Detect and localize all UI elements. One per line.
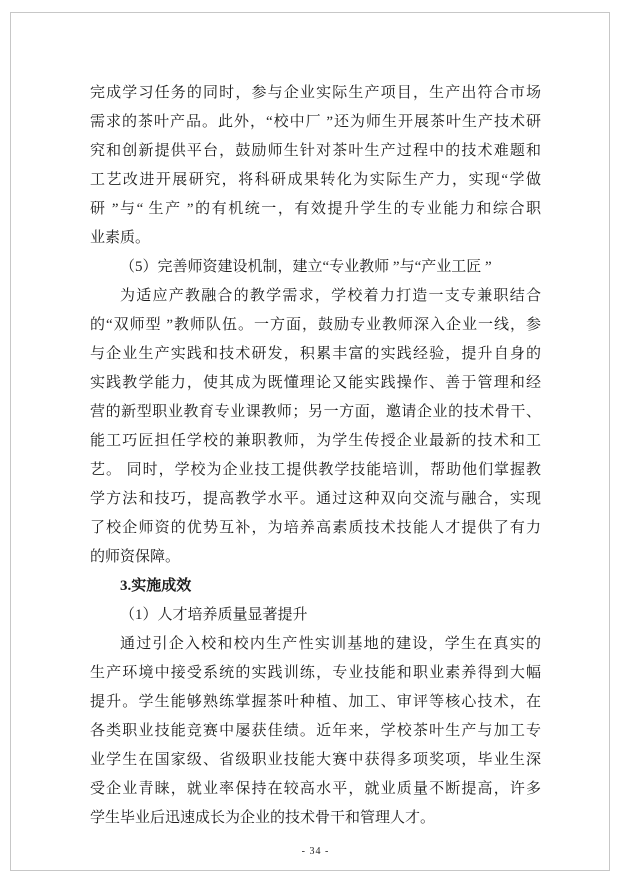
text-line: 业素质。 bbox=[90, 230, 151, 246]
text-line: 生产环境中接受系统的实践训练，专业技能和职业素养得到大幅 bbox=[90, 665, 541, 681]
text-line: 为适应产教融合的教学需求，学校着力打造一支专兼职结合 bbox=[120, 288, 541, 304]
page-number: - 34 - bbox=[301, 846, 330, 857]
paragraph bbox=[90, 601, 541, 630]
text-line: （1）人才培养质量显著提升 bbox=[120, 607, 308, 623]
section-heading bbox=[90, 572, 541, 601]
document-page bbox=[10, 12, 610, 871]
text-line: 业学生在国家级、省级职业技能大赛中获得多项奖项，毕业生深 bbox=[90, 752, 541, 768]
text-line: 的“双师型 ”教师队伍。一方面，鼓励专业教师深入企业一线，参 bbox=[90, 317, 541, 333]
section-heading-line: 3.实施成效 bbox=[120, 578, 192, 594]
text-line: 艺。 同时，学校为企业技工提供教学技能培训，帮助他们掌握教 bbox=[90, 462, 541, 478]
text-line: 实践教学能力，使其成为既懂理论又能实践操作、善于管理和经 bbox=[90, 375, 541, 391]
text-line: 各类职业技能竞赛中屡获佳绩。近年来，学校茶叶生产与加工专 bbox=[90, 723, 541, 739]
text-line: 与企业生产实践和技术研发，积累丰富的实践经验，提升自身的 bbox=[90, 346, 541, 362]
text-line: 提升。学生能够熟练掌握茶叶种植、加工、审评等核心技术，在 bbox=[90, 694, 541, 710]
text-line: 营的新型职业教育专业课教师；另一方面，邀请企业的技术骨干、 bbox=[90, 404, 541, 420]
paragraph bbox=[90, 630, 541, 833]
paragraph bbox=[90, 253, 541, 282]
paragraph bbox=[90, 282, 541, 572]
document-body bbox=[90, 79, 541, 833]
text-line: 能工巧匠担任学校的兼职教师，为学生传授企业最新的技术和工 bbox=[90, 433, 541, 449]
text-line: 通过引企入校和校内生产性实训基地的建设，学生在真实的 bbox=[120, 636, 541, 652]
text-line: 学方法和技巧，提高教学水平。通过这种双向交流与融合，实现 bbox=[90, 491, 541, 507]
text-line: 完成学习任务的同时，参与企业实际生产项目，生产出符合市场 bbox=[90, 85, 541, 101]
text-line: 究和创新提供平台，鼓励师生针对茶叶生产过程中的技术难题和 bbox=[90, 143, 541, 159]
text-line: 受企业青睐，就业率保持在较高水平，就业质量不断提高，许多 bbox=[90, 781, 541, 797]
text-line: 了校企师资的优势互补，为培养高素质技术技能人才提供了有力 bbox=[90, 520, 541, 536]
text-line: （5）完善师资建设机制，建立“专业教师 ”与“产业工匠 ” bbox=[120, 259, 492, 275]
text-line: 工艺改进开展研究，将科研成果转化为实际生产力，实现“学做 bbox=[90, 172, 541, 188]
text-line: 的师资保障。 bbox=[90, 549, 181, 565]
text-line: 学生毕业后迅速成长为企业的技术骨干和管理人才。 bbox=[90, 810, 436, 826]
text-line: 需求的茶叶产品。此外，“校中厂 ”还为师生开展茶叶生产技术研 bbox=[90, 114, 541, 130]
paragraph bbox=[90, 79, 541, 253]
text-line: 研 ”与“ 生产 ”的有机统一，有效提升学生的专业能力和综合职 bbox=[90, 201, 541, 217]
